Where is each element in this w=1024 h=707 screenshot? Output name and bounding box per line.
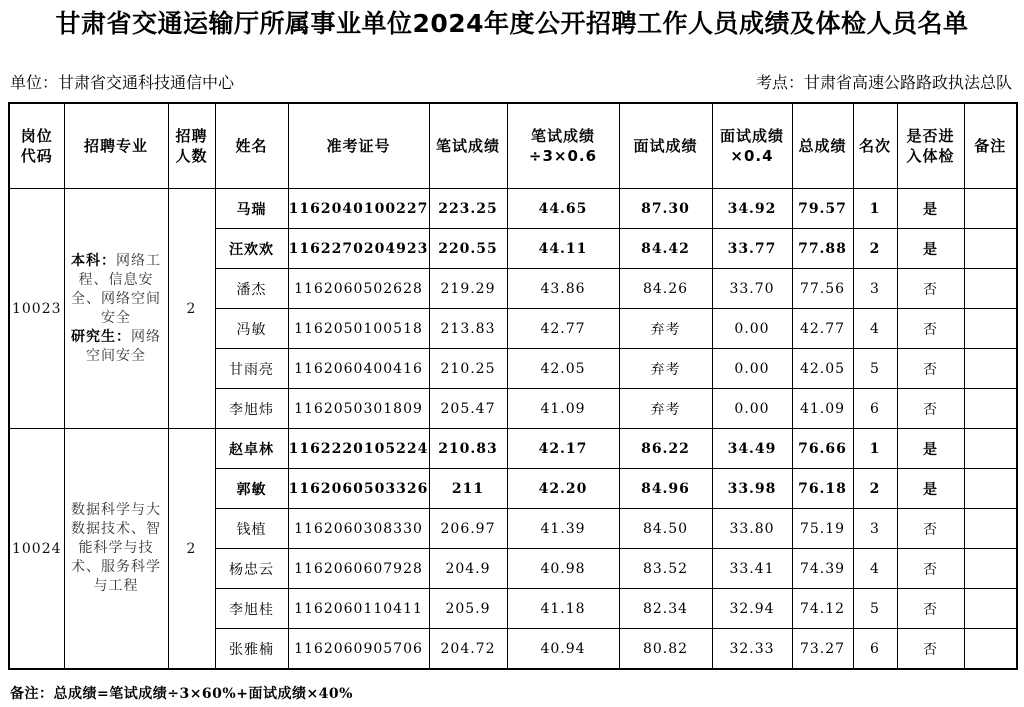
exam-id: 1162050301809 — [288, 389, 429, 429]
remark — [964, 229, 1017, 269]
written-converted: 43.86 — [507, 269, 619, 309]
written-converted: 40.98 — [507, 549, 619, 589]
exam-check: 是 — [897, 229, 964, 269]
rank: 6 — [853, 389, 897, 429]
exam-check: 是 — [897, 429, 964, 469]
written-score: 205.47 — [429, 389, 507, 429]
exam-check: 否 — [897, 629, 964, 670]
major-label: 本科： — [71, 252, 116, 269]
candidate-name: 赵卓林 — [215, 429, 288, 469]
written-converted: 42.20 — [507, 469, 619, 509]
rank: 1 — [853, 189, 897, 229]
total-score: 41.09 — [792, 389, 853, 429]
exam-check: 否 — [897, 309, 964, 349]
written-score: 219.29 — [429, 269, 507, 309]
exam-id: 1162060110411 — [288, 589, 429, 629]
interview-converted: 34.49 — [712, 429, 792, 469]
interview-score: 84.42 — [619, 229, 712, 269]
written-score: 213.83 — [429, 309, 507, 349]
written-converted: 40.94 — [507, 629, 619, 670]
exam-check: 是 — [897, 469, 964, 509]
written-converted: 44.11 — [507, 229, 619, 269]
quota: 2 — [168, 429, 215, 670]
exam-check: 否 — [897, 549, 964, 589]
remark — [964, 189, 1017, 229]
total-score: 76.18 — [792, 469, 853, 509]
written-converted: 42.77 — [507, 309, 619, 349]
total-score: 42.77 — [792, 309, 853, 349]
page-title: 甘肃省交通运输厅所属事业单位2024年度公开招聘工作人员成绩及体检人员名单 — [55, 9, 969, 38]
rank: 5 — [853, 349, 897, 389]
exam-id: 1162060503326 — [288, 469, 429, 509]
interview-converted: 32.94 — [712, 589, 792, 629]
total-score: 77.56 — [792, 269, 853, 309]
written-score: 211 — [429, 469, 507, 509]
major-text: 网络空间安全 — [86, 328, 161, 364]
interview-converted: 33.98 — [712, 469, 792, 509]
written-score: 205.9 — [429, 589, 507, 629]
candidate-name: 冯敏 — [215, 309, 288, 349]
exam-check: 否 — [897, 389, 964, 429]
interview-score: 弃考 — [619, 389, 712, 429]
rank: 1 — [853, 429, 897, 469]
major-part — [65, 501, 168, 596]
interview-converted: 33.70 — [712, 269, 792, 309]
candidate-name: 甘雨亮 — [215, 349, 288, 389]
written-score: 210.25 — [429, 349, 507, 389]
exam-id: 1162270204923 — [288, 229, 429, 269]
written-converted: 42.17 — [507, 429, 619, 469]
candidate-name: 李旭桂 — [215, 589, 288, 629]
major-label: 研究生： — [71, 328, 131, 345]
header-remarks: 备注 — [964, 103, 1017, 189]
total-score: 74.12 — [792, 589, 853, 629]
exam-id: 1162040100227 — [288, 189, 429, 229]
interview-score: 82.34 — [619, 589, 712, 629]
exam-check: 否 — [897, 589, 964, 629]
header-exam-check: 是否进 入体检 — [897, 103, 964, 189]
interview-converted: 0.00 — [712, 389, 792, 429]
header-written: 笔试成绩 — [429, 103, 507, 189]
major-text: 数据科学与大数据技术、智能科学与技术、服务科学与工程 — [71, 502, 161, 594]
interview-converted: 0.00 — [712, 349, 792, 389]
header-rank: 名次 — [853, 103, 897, 189]
interview-score: 84.50 — [619, 509, 712, 549]
header-exam-id: 准考证号 — [288, 103, 429, 189]
interview-converted: 33.80 — [712, 509, 792, 549]
exam-check: 否 — [897, 269, 964, 309]
header-total: 总成绩 — [792, 103, 853, 189]
remark — [964, 589, 1017, 629]
rank: 2 — [853, 469, 897, 509]
post-code: 10023 — [9, 189, 64, 429]
exam-check: 是 — [897, 189, 964, 229]
candidate-name: 张雅楠 — [215, 629, 288, 670]
header-major: 招聘专业 — [64, 103, 168, 189]
interview-score: 80.82 — [619, 629, 712, 670]
total-score: 73.27 — [792, 629, 853, 670]
interview-converted: 33.77 — [712, 229, 792, 269]
rank: 4 — [853, 549, 897, 589]
written-score: 204.9 — [429, 549, 507, 589]
remark — [964, 349, 1017, 389]
candidate-name: 汪欢欢 — [215, 229, 288, 269]
unit-label: 单位：甘肃省交通科技通信中心 — [10, 73, 235, 92]
written-score: 210.83 — [429, 429, 507, 469]
written-converted: 41.09 — [507, 389, 619, 429]
candidate-name: 潘杰 — [215, 269, 288, 309]
table-header-row — [9, 103, 1017, 189]
results-table — [8, 102, 1018, 670]
interview-score: 84.96 — [619, 469, 712, 509]
remark — [964, 509, 1017, 549]
remark — [964, 629, 1017, 670]
exam-check: 否 — [897, 509, 964, 549]
exam-id: 1162060905706 — [288, 629, 429, 670]
total-score: 74.39 — [792, 549, 853, 589]
interview-score: 弃考 — [619, 349, 712, 389]
written-converted: 41.18 — [507, 589, 619, 629]
header-name: 姓名 — [215, 103, 288, 189]
major-part — [65, 252, 168, 328]
exam-check: 否 — [897, 349, 964, 389]
total-score: 75.19 — [792, 509, 853, 549]
exam-id: 1162060308330 — [288, 509, 429, 549]
exam-id: 1162060607928 — [288, 549, 429, 589]
remark — [964, 269, 1017, 309]
header-interview-conv: 面试成绩 ×0.4 — [712, 103, 792, 189]
candidate-name: 杨忠云 — [215, 549, 288, 589]
exam-id: 1162060502628 — [288, 269, 429, 309]
footnote: 备注：总成绩=笔试成绩÷3×60%+面试成绩×40% — [10, 686, 353, 702]
interview-score: 87.30 — [619, 189, 712, 229]
candidate-name: 马瑞 — [215, 189, 288, 229]
major-part — [65, 328, 168, 366]
header-quota: 招聘 人数 — [168, 103, 215, 189]
header-post-code: 岗位 代码 — [9, 103, 64, 189]
major-cell — [64, 189, 168, 429]
written-converted: 44.65 — [507, 189, 619, 229]
remark — [964, 389, 1017, 429]
interview-score: 83.52 — [619, 549, 712, 589]
post-code: 10024 — [9, 429, 64, 670]
header-written-conv: 笔试成绩 ÷3×0.6 — [507, 103, 619, 189]
interview-score: 84.26 — [619, 269, 712, 309]
rank: 2 — [853, 229, 897, 269]
rank: 3 — [853, 509, 897, 549]
quota: 2 — [168, 189, 215, 429]
remark — [964, 309, 1017, 349]
venue-label: 考点：甘肃省高速公路路政执法总队 — [755, 73, 1012, 92]
major-text: 网络工程、信息安全、网络空间安全 — [71, 252, 161, 326]
table-row — [9, 189, 1017, 229]
interview-score: 弃考 — [619, 309, 712, 349]
total-score: 77.88 — [792, 229, 853, 269]
interview-converted: 33.41 — [712, 549, 792, 589]
written-score: 223.25 — [429, 189, 507, 229]
header-interview: 面试成绩 — [619, 103, 712, 189]
candidate-name: 郭敏 — [215, 469, 288, 509]
written-score: 220.55 — [429, 229, 507, 269]
total-score: 76.66 — [792, 429, 853, 469]
candidate-name: 钱植 — [215, 509, 288, 549]
remark — [964, 549, 1017, 589]
rank: 5 — [853, 589, 897, 629]
written-score: 204.72 — [429, 629, 507, 670]
rank: 3 — [853, 269, 897, 309]
table-row — [9, 429, 1017, 469]
interview-converted: 0.00 — [712, 309, 792, 349]
interview-score: 86.22 — [619, 429, 712, 469]
remark — [964, 429, 1017, 469]
major-cell — [64, 429, 168, 670]
exam-id: 1162060400416 — [288, 349, 429, 389]
interview-converted: 34.92 — [712, 189, 792, 229]
written-converted: 42.05 — [507, 349, 619, 389]
candidate-name: 李旭炜 — [215, 389, 288, 429]
total-score: 79.57 — [792, 189, 853, 229]
exam-id: 1162220105224 — [288, 429, 429, 469]
written-score: 206.97 — [429, 509, 507, 549]
rank: 6 — [853, 629, 897, 670]
interview-converted: 32.33 — [712, 629, 792, 670]
total-score: 42.05 — [792, 349, 853, 389]
remark — [964, 469, 1017, 509]
rank: 4 — [853, 309, 897, 349]
exam-id: 1162050100518 — [288, 309, 429, 349]
written-converted: 41.39 — [507, 509, 619, 549]
